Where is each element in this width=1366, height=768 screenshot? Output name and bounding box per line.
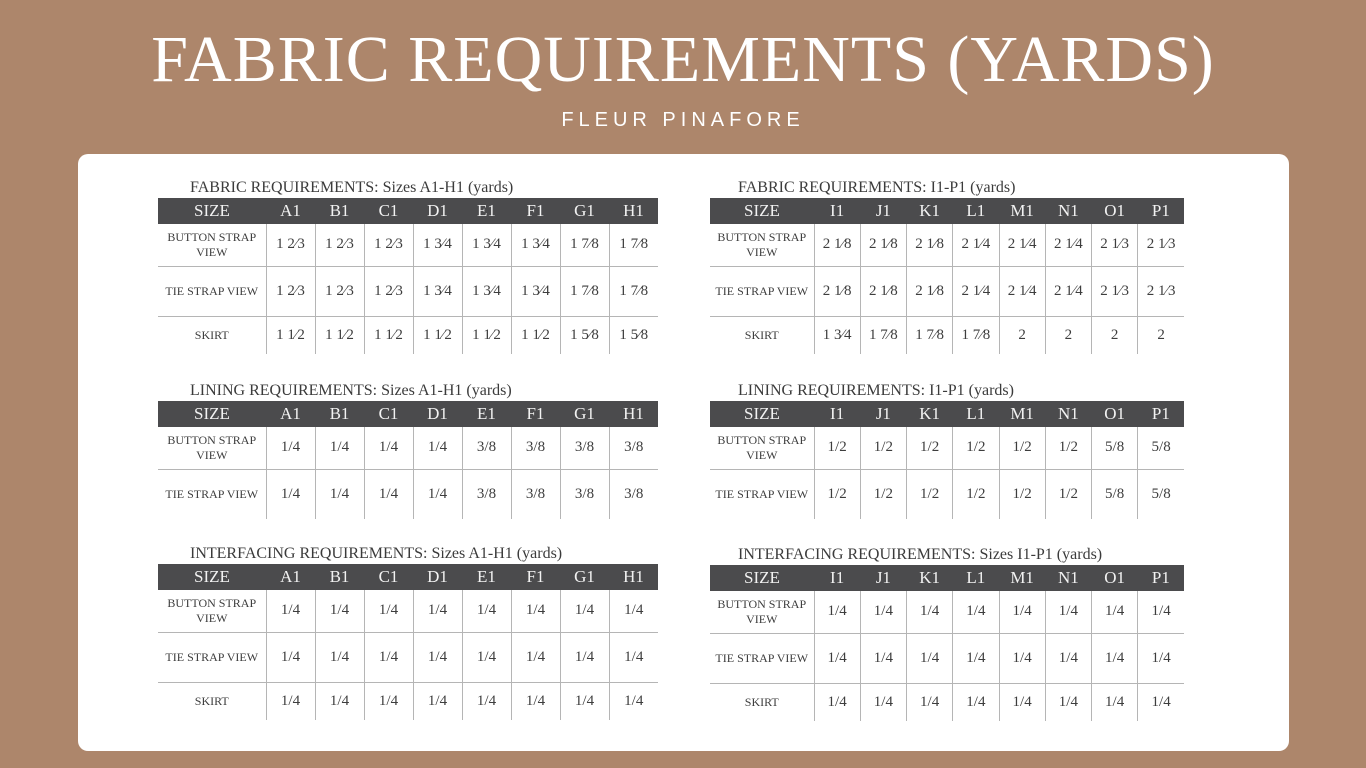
header-cell: E1 bbox=[462, 564, 511, 590]
row-label: BUTTON STRAP VIEW bbox=[158, 427, 266, 469]
table-cell: 3/8 bbox=[511, 469, 560, 519]
table-cell: 1/4 bbox=[907, 591, 953, 633]
header-cell: I1 bbox=[814, 401, 860, 427]
table-cell: 2 1⁄8 bbox=[860, 266, 906, 316]
table-cell: 1/4 bbox=[560, 590, 609, 632]
table-cell: 3/8 bbox=[560, 427, 609, 469]
header-cell: K1 bbox=[907, 401, 953, 427]
header-cell: P1 bbox=[1138, 401, 1184, 427]
table-cell: 3/8 bbox=[462, 427, 511, 469]
table-cell: 3/8 bbox=[609, 427, 658, 469]
table-cell: 3/8 bbox=[511, 427, 560, 469]
row-label: TIE STRAP VIEW bbox=[158, 632, 266, 682]
header-cell: K1 bbox=[907, 198, 953, 224]
header-cell: H1 bbox=[609, 401, 658, 427]
table-row bbox=[158, 682, 658, 720]
header-cell: L1 bbox=[953, 401, 999, 427]
header-cell: D1 bbox=[413, 564, 462, 590]
fabric-table-i1-p1 bbox=[710, 178, 1184, 354]
table-cell: 2 bbox=[1092, 316, 1138, 354]
requirements-card bbox=[78, 154, 1289, 751]
table-cell: 1 7⁄8 bbox=[860, 316, 906, 354]
requirements-table bbox=[710, 198, 1184, 354]
table-cell: 5/8 bbox=[1092, 469, 1138, 519]
table-cell: 3/8 bbox=[560, 469, 609, 519]
table-row bbox=[158, 316, 658, 354]
table-caption: FABRIC REQUIREMENTS: Sizes A1-H1 (yards) bbox=[190, 179, 514, 196]
table-cell: 1/4 bbox=[1138, 591, 1184, 633]
table-cell: 1 3⁄4 bbox=[413, 224, 462, 266]
table-cell: 1 1⁄2 bbox=[364, 316, 413, 354]
table-cell: 1/2 bbox=[999, 427, 1045, 469]
table-caption: LINING REQUIREMENTS: Sizes A1-H1 (yards) bbox=[190, 382, 512, 399]
table-cell: 1/2 bbox=[907, 469, 953, 519]
table-cell: 3/8 bbox=[462, 469, 511, 519]
header-cell: SIZE bbox=[710, 565, 814, 591]
table-cell: 1/4 bbox=[266, 632, 315, 682]
header-cell: H1 bbox=[609, 198, 658, 224]
table-cell: 1 1⁄2 bbox=[413, 316, 462, 354]
row-label: BUTTON STRAP VIEW bbox=[158, 224, 266, 266]
table-cell: 1/4 bbox=[462, 682, 511, 720]
table-row bbox=[710, 427, 1184, 469]
table-cell: 1/4 bbox=[315, 590, 364, 632]
table-cell: 1 3⁄4 bbox=[511, 266, 560, 316]
lining-table-i1-p1 bbox=[710, 381, 1184, 519]
table-cell: 1 7⁄8 bbox=[560, 266, 609, 316]
header-cell: M1 bbox=[999, 565, 1045, 591]
table-row bbox=[710, 683, 1184, 721]
table-cell: 1 2⁄3 bbox=[315, 266, 364, 316]
table-cell: 2 1⁄3 bbox=[1092, 266, 1138, 316]
table-cell: 1/4 bbox=[1151, 693, 1171, 710]
table-cell: 2 1⁄4 bbox=[999, 224, 1045, 266]
row-label: TIE STRAP VIEW bbox=[710, 469, 814, 519]
header-cell: D1 bbox=[413, 198, 462, 224]
table-cell: 1/4 bbox=[560, 632, 609, 682]
table-cell: 1/4 bbox=[315, 469, 364, 519]
table-cell: 2 1⁄3 bbox=[1138, 224, 1184, 266]
table-cell: 2 bbox=[1045, 316, 1091, 354]
table-cell: 5/8 bbox=[1151, 485, 1171, 502]
header-cell: L1 bbox=[953, 565, 999, 591]
table-cell: 1/4 bbox=[413, 682, 462, 720]
table-cell: 1/4 bbox=[413, 632, 462, 682]
row-label: BUTTON STRAP VIEW bbox=[710, 427, 814, 469]
table-row bbox=[158, 224, 658, 266]
table-cell: 1/4 bbox=[999, 633, 1045, 683]
table-cell: 1 2⁄3 bbox=[266, 224, 315, 266]
table-cell: 1 1⁄2 bbox=[511, 316, 560, 354]
table-row bbox=[158, 427, 658, 469]
table-caption: LINING REQUIREMENTS: I1-P1 (yards) bbox=[738, 382, 1014, 399]
table-row bbox=[710, 266, 1184, 316]
table-cell: 1 1⁄2 bbox=[462, 316, 511, 354]
table-cell: 2 1⁄4 bbox=[999, 266, 1045, 316]
table-cell: 1/4 bbox=[315, 632, 364, 682]
header-cell: F1 bbox=[511, 564, 560, 590]
table-cell: 2 1⁄8 bbox=[814, 266, 860, 316]
table-cell: 1 3⁄4 bbox=[511, 224, 560, 266]
table-cell: 1/2 bbox=[953, 427, 999, 469]
header-cell: O1 bbox=[1092, 401, 1138, 427]
header-cell: C1 bbox=[364, 198, 413, 224]
header-cell: K1 bbox=[907, 565, 953, 591]
table-cell: 1/2 bbox=[999, 469, 1045, 519]
table-cell: 1/4 bbox=[999, 683, 1045, 721]
table-cell: 1/4 bbox=[511, 682, 560, 720]
table-cell: 1/4 bbox=[364, 590, 413, 632]
header-cell: SIZE bbox=[710, 198, 814, 224]
header-cell: D1 bbox=[413, 401, 462, 427]
table-cell: 1/4 bbox=[814, 683, 860, 721]
table-cell: 1 5⁄8 bbox=[560, 316, 609, 354]
table-cell: 2 bbox=[1157, 326, 1165, 343]
header-cell: SIZE bbox=[710, 401, 814, 427]
table-cell: 1/4 bbox=[364, 427, 413, 469]
table-cell: 1/4 bbox=[462, 590, 511, 632]
table-cell: 1/2 bbox=[814, 427, 860, 469]
table-cell: 1/4 bbox=[953, 633, 999, 683]
table-cell: 1/4 bbox=[364, 682, 413, 720]
table-cell: 1/4 bbox=[860, 633, 906, 683]
page-subtitle: FLEUR PINAFORE bbox=[561, 109, 805, 131]
table-row bbox=[158, 469, 658, 519]
row-label: BUTTON STRAP VIEW bbox=[710, 591, 814, 633]
header-cell: L1 bbox=[953, 198, 999, 224]
header-cell: A1 bbox=[266, 198, 315, 224]
row-label: BUTTON STRAP VIEW bbox=[710, 224, 814, 266]
table-cell: 2 1⁄4 bbox=[953, 224, 999, 266]
page-title: FABRIC REQUIREMENTS (YARDS) bbox=[151, 23, 1215, 96]
header-cell: I1 bbox=[814, 565, 860, 591]
table-cell: 1 2⁄3 bbox=[364, 266, 413, 316]
table-cell: 1/4 bbox=[315, 682, 364, 720]
table-row bbox=[158, 590, 658, 632]
table-cell: 1/4 bbox=[266, 682, 315, 720]
requirements-table bbox=[710, 401, 1184, 519]
table-cell: 1 2⁄3 bbox=[364, 224, 413, 266]
table-cell: 1/4 bbox=[953, 683, 999, 721]
header-cell: E1 bbox=[462, 198, 511, 224]
header-cell: SIZE bbox=[158, 401, 266, 427]
row-label: TIE STRAP VIEW bbox=[710, 266, 814, 316]
table-caption: FABRIC REQUIREMENTS: I1-P1 (yards) bbox=[738, 179, 1016, 196]
table-header-row bbox=[158, 198, 658, 224]
row-label: SKIRT bbox=[158, 316, 266, 354]
interfacing-table-a1-h1 bbox=[158, 544, 658, 720]
header-cell: P1 bbox=[1138, 198, 1184, 224]
table-cell: 1/4 bbox=[953, 591, 999, 633]
header-cell: A1 bbox=[266, 401, 315, 427]
table-cell: 1/4 bbox=[1092, 591, 1138, 633]
table-cell: 1 2⁄3 bbox=[266, 266, 315, 316]
header-cell: B1 bbox=[315, 198, 364, 224]
table-cell: 1/4 bbox=[266, 469, 315, 519]
table-cell: 2 1⁄4 bbox=[1045, 266, 1091, 316]
table-cell: 1/4 bbox=[511, 632, 560, 682]
header-cell: G1 bbox=[560, 564, 609, 590]
table-cell: 2 1⁄8 bbox=[907, 224, 953, 266]
table-cell: 1/4 bbox=[907, 683, 953, 721]
table-cell: 1/4 bbox=[609, 590, 658, 632]
table-cell: 2 1⁄8 bbox=[814, 224, 860, 266]
header-cell: E1 bbox=[462, 401, 511, 427]
table-cell: 1/2 bbox=[907, 427, 953, 469]
table-header-row bbox=[710, 401, 1184, 427]
header-cell: I1 bbox=[814, 198, 860, 224]
requirements-table bbox=[158, 564, 658, 720]
row-label: SKIRT bbox=[158, 682, 266, 720]
table-cell: 1/4 bbox=[624, 692, 644, 709]
table-cell: 1 7⁄8 bbox=[609, 224, 658, 266]
table-cell: 1/4 bbox=[814, 591, 860, 633]
table-cell: 1 3⁄4 bbox=[413, 266, 462, 316]
header-cell: SIZE bbox=[158, 198, 266, 224]
table-cell: 1/4 bbox=[1045, 683, 1091, 721]
table-cell: 2 1⁄8 bbox=[860, 224, 906, 266]
header-cell: N1 bbox=[1045, 565, 1091, 591]
table-cell: 1/2 bbox=[860, 469, 906, 519]
table-cell: 1 2⁄3 bbox=[315, 224, 364, 266]
table-cell: 1/4 bbox=[860, 683, 906, 721]
header-cell: M1 bbox=[999, 401, 1045, 427]
table-cell: 1/4 bbox=[1092, 633, 1138, 683]
table-cell: 1/4 bbox=[364, 632, 413, 682]
header-cell: F1 bbox=[511, 198, 560, 224]
requirements-table bbox=[158, 401, 658, 519]
table-cell: 1 5⁄8 bbox=[619, 326, 649, 343]
table-header-row bbox=[158, 564, 658, 590]
table-cell: 1 7⁄8 bbox=[560, 224, 609, 266]
table-cell: 2 1⁄8 bbox=[907, 266, 953, 316]
header-cell: J1 bbox=[860, 198, 906, 224]
table-cell: 1/4 bbox=[907, 633, 953, 683]
table-cell: 1 1⁄2 bbox=[266, 316, 315, 354]
table-cell: 1/2 bbox=[1045, 469, 1091, 519]
header-cell: C1 bbox=[364, 401, 413, 427]
table-row bbox=[158, 632, 658, 682]
table-cell: 1/4 bbox=[814, 633, 860, 683]
table-cell: 1/4 bbox=[1045, 633, 1091, 683]
row-label: BUTTON STRAP VIEW bbox=[158, 590, 266, 632]
table-header-row bbox=[710, 198, 1184, 224]
table-cell: 5/8 bbox=[1138, 427, 1184, 469]
header-cell: B1 bbox=[315, 564, 364, 590]
table-cell: 1/4 bbox=[266, 590, 315, 632]
table-row bbox=[710, 591, 1184, 633]
header-cell: B1 bbox=[315, 401, 364, 427]
table-cell: 1/4 bbox=[364, 469, 413, 519]
table-cell: 1/4 bbox=[266, 427, 315, 469]
header-cell: N1 bbox=[1045, 198, 1091, 224]
table-cell: 2 bbox=[999, 316, 1045, 354]
table-cell: 1/4 bbox=[860, 591, 906, 633]
header-cell: O1 bbox=[1092, 565, 1138, 591]
table-cell: 2 1⁄4 bbox=[953, 266, 999, 316]
header-cell: J1 bbox=[860, 565, 906, 591]
table-cell: 1/4 bbox=[609, 632, 658, 682]
table-cell: 1/4 bbox=[413, 590, 462, 632]
header-cell: N1 bbox=[1045, 401, 1091, 427]
requirements-table bbox=[710, 565, 1184, 721]
header-cell: M1 bbox=[999, 198, 1045, 224]
table-row bbox=[158, 266, 658, 316]
table-header-row bbox=[710, 565, 1184, 591]
header-cell: A1 bbox=[266, 564, 315, 590]
row-label: TIE STRAP VIEW bbox=[158, 266, 266, 316]
header-cell: SIZE bbox=[158, 564, 266, 590]
table-cell: 1/4 bbox=[511, 590, 560, 632]
table-cell: 1/4 bbox=[315, 427, 364, 469]
table-cell: 1 3⁄4 bbox=[462, 224, 511, 266]
table-cell: 3/8 bbox=[624, 485, 644, 502]
table-cell: 1/4 bbox=[1092, 683, 1138, 721]
table-cell: 1/2 bbox=[814, 469, 860, 519]
header-cell: G1 bbox=[560, 198, 609, 224]
table-row bbox=[710, 224, 1184, 266]
table-cell: 5/8 bbox=[1092, 427, 1138, 469]
header-cell: C1 bbox=[364, 564, 413, 590]
header-cell: O1 bbox=[1092, 198, 1138, 224]
table-row bbox=[710, 633, 1184, 683]
table-cell: 1 7⁄8 bbox=[609, 266, 658, 316]
table-cell: 1 3⁄4 bbox=[814, 316, 860, 354]
table-cell: 1/2 bbox=[1045, 427, 1091, 469]
table-cell: 2 1⁄3 bbox=[1138, 266, 1184, 316]
table-caption: INTERFACING REQUIREMENTS: Sizes A1-H1 (yards) bbox=[190, 545, 563, 562]
table-cell: 1/4 bbox=[1045, 591, 1091, 633]
table-row bbox=[710, 316, 1184, 354]
table-cell: 2 1⁄4 bbox=[1045, 224, 1091, 266]
header-cell: H1 bbox=[609, 564, 658, 590]
table-cell: 1/2 bbox=[953, 469, 999, 519]
row-label: SKIRT bbox=[710, 683, 814, 721]
table-row bbox=[710, 469, 1184, 519]
table-header-row bbox=[158, 401, 658, 427]
header-cell: G1 bbox=[560, 401, 609, 427]
requirements-table bbox=[158, 198, 658, 354]
table-cell: 1 7⁄8 bbox=[953, 316, 999, 354]
interfacing-table-i1-p1 bbox=[710, 545, 1184, 721]
table-cell: 1 1⁄2 bbox=[315, 316, 364, 354]
table-cell: 1/2 bbox=[860, 427, 906, 469]
header-cell: P1 bbox=[1138, 565, 1184, 591]
table-cell: 1/4 bbox=[999, 591, 1045, 633]
lining-table-a1-h1 bbox=[158, 381, 658, 519]
table-cell: 1 7⁄8 bbox=[907, 316, 953, 354]
row-label: TIE STRAP VIEW bbox=[158, 469, 266, 519]
row-label: TIE STRAP VIEW bbox=[710, 633, 814, 683]
table-cell: 1 3⁄4 bbox=[462, 266, 511, 316]
table-caption: INTERFACING REQUIREMENTS: Sizes I1-P1 (yards) bbox=[738, 546, 1103, 563]
table-cell: 1/4 bbox=[560, 682, 609, 720]
header-cell: F1 bbox=[511, 401, 560, 427]
row-label: SKIRT bbox=[710, 316, 814, 354]
table-cell: 1/4 bbox=[413, 469, 462, 519]
header-cell: J1 bbox=[860, 401, 906, 427]
table-cell: 1/4 bbox=[413, 427, 462, 469]
table-cell: 2 1⁄3 bbox=[1092, 224, 1138, 266]
fabric-table-a1-h1 bbox=[158, 178, 658, 354]
table-cell: 1/4 bbox=[462, 632, 511, 682]
table-cell: 1/4 bbox=[1138, 633, 1184, 683]
